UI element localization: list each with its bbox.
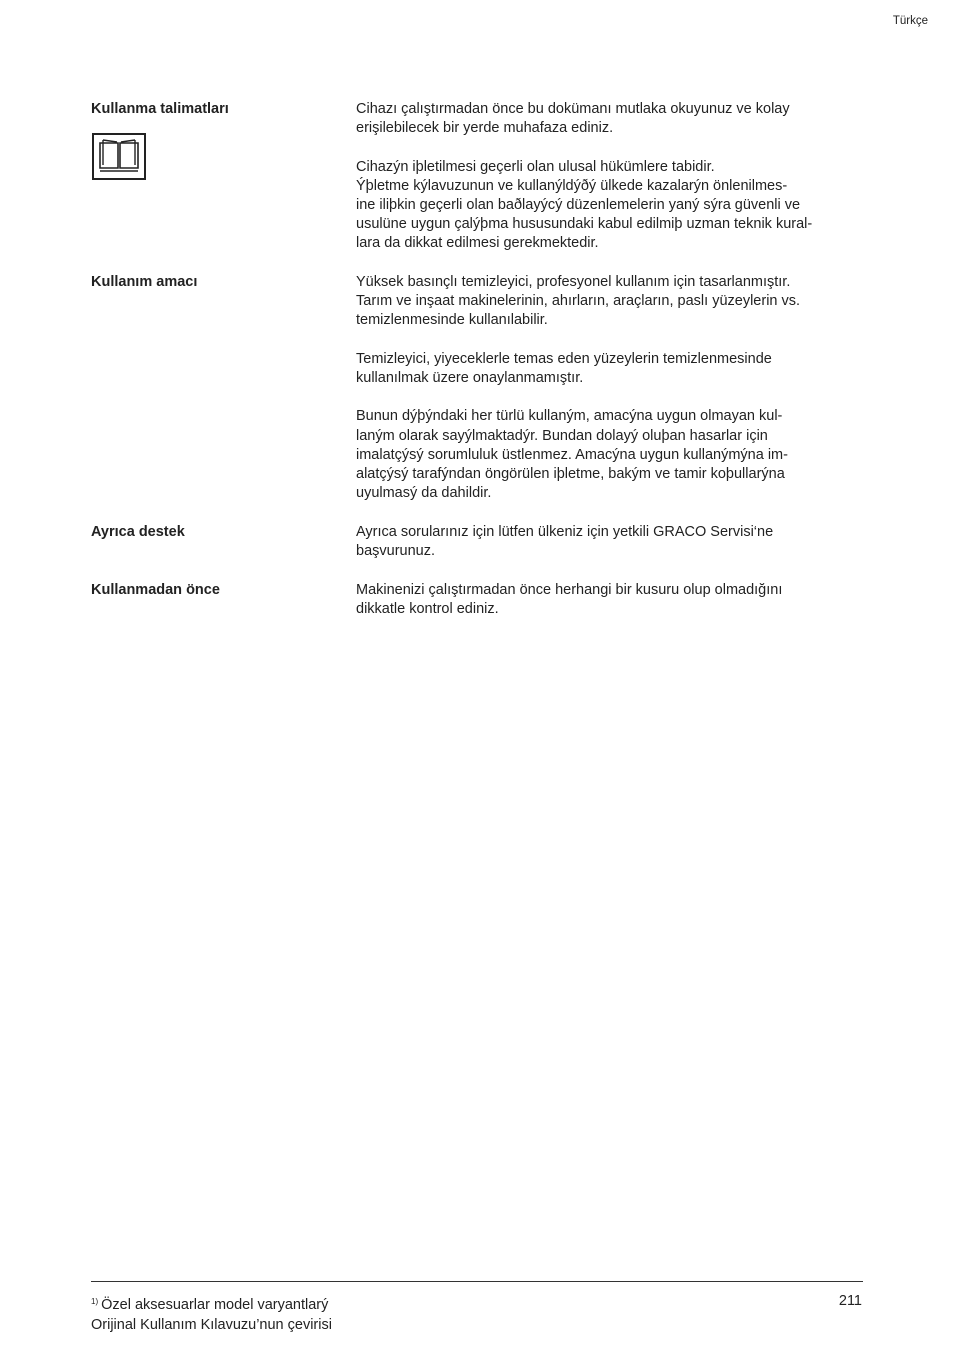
section-heading: Kullanım amacı	[91, 274, 198, 290]
paragraph: Cihazýn iþletilmesi geçerli olan ulusal hükümlere tabidir. Ýþletme kýlavuzunun ve kullanýldýðý ülkede kazalarýn önlenilmes- ine iliþkin geçerli olan baðlayýcý düzenlemelerin yaný sýra güvenli ve usulüne uygun çalýþma hususundaki kabul edilmiþ uzman teknik kural- lara da dikkat edilmesi gerekmektedir.	[356, 158, 813, 252]
document-subtitle: Orijinal Kullanım Kılavuzu’nun çevirisi	[91, 1316, 332, 1333]
paragraph: Cihazı çalıştırmadan önce bu dokümanı mutlaka okuyunuz ve kolay erişilebilecek bir yerde muhafaza ediniz.	[356, 101, 790, 137]
footnote	[91, 1292, 332, 1316]
paragraph: Makinenizi çalıştırmadan önce herhangi bir kusuru olup olmadığını dikkatle kontrol ediniz.	[356, 582, 783, 618]
section-body	[356, 100, 871, 254]
section-heading: Ayrıca destek	[91, 524, 185, 540]
paragraph: Ayrıca sorularınız için lütfen ülkeniz için yetkili GRACO Servisi‘ne başvurunuz.	[356, 524, 774, 560]
language-label: Türkçe	[892, 15, 928, 27]
section-heading: Kullanma talimatları	[91, 101, 229, 117]
section-body	[356, 523, 871, 561]
section-body	[356, 273, 871, 503]
paragraph: Temizleyici, yiyeceklerle temas eden yüzeylerin temizlenmesinde kullanılmak üzere onaylanmamıştır.	[356, 350, 772, 386]
section-body	[356, 581, 871, 619]
section-heading: Kullanmadan önce	[91, 582, 220, 598]
paragraph: Yüksek basınçlı temizleyici, profesyonel kullanım için tasarlanmıştır. Tarım ve inşaat makinelerinin, ahırların, araçların, paslı yüzeylerin vs. temizlenmesinde kullanılabilir.	[356, 274, 801, 329]
paragraph: Bunun dýþýndaki her türlü kullaným, amacýna uygun olmayan kul- laným olarak sayýlmaktadýr. Bundan dolayý oluþan hasarlar için imalatçýsý sorumluluk üstlenmez. Amacýna uygun kullanýmýna im- alatçýsý tarafýndan öngörülen iþletme, bakým ve tamir koþullarýna uyulmasý da dahildir.	[356, 408, 788, 502]
manual-book-icon	[92, 133, 146, 180]
footnote-marker: 1)	[91, 1297, 99, 1306]
page-number: 211	[838, 1293, 862, 1309]
footnote-text: Özel aksesuarlar model varyantlarý	[101, 1297, 329, 1313]
footer-notes	[91, 1292, 332, 1335]
footer-divider	[91, 1281, 863, 1282]
